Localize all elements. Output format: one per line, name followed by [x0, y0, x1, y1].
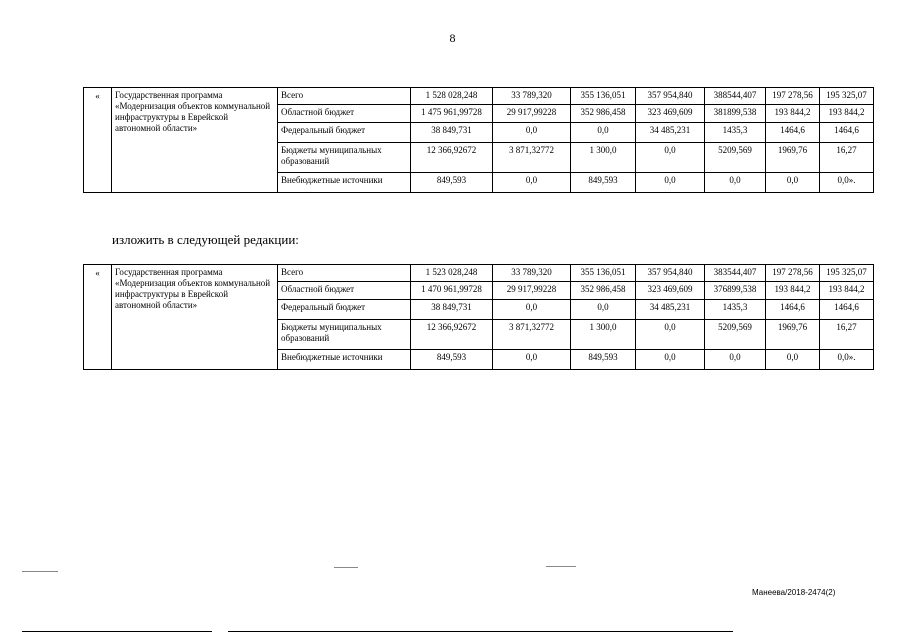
value-cell: 0,0: [766, 173, 820, 193]
value-cell: 0,0».: [820, 350, 874, 370]
value-cell: 1 470 961,99728: [411, 282, 493, 300]
funding-source-cell: Федеральный бюджет: [278, 300, 411, 320]
value-cell: 1464,6: [820, 123, 874, 143]
value-cell: 34 485,231: [636, 300, 705, 320]
funding-source-cell: Внебюджетные источники: [278, 350, 411, 370]
opening-quote: «: [84, 88, 112, 193]
value-cell: 849,593: [411, 350, 493, 370]
value-cell: 1464,6: [766, 123, 820, 143]
value-cell: 1 475 961,99728: [411, 105, 493, 123]
section-heading: изложить в следующей редакции:: [112, 232, 299, 247]
bottom-rule-left: [22, 631, 212, 632]
program-name-cell: Государственная программа «Модернизация объектов коммунальной инфраструктуры в Еврейской автономной области»: [112, 88, 278, 193]
budget-table-before: [83, 87, 874, 193]
scan-mark: [546, 566, 576, 567]
value-cell: 0,0: [493, 300, 571, 320]
value-cell: 0,0: [571, 123, 636, 143]
funding-source-cell: Областной бюджет: [278, 105, 411, 123]
value-cell: 1969,76: [766, 143, 820, 173]
value-cell: 381899,538: [705, 105, 766, 123]
value-cell: 0,0: [636, 143, 705, 173]
value-cell: 16,27: [820, 320, 874, 350]
value-cell: 193 844,2: [820, 105, 874, 123]
value-cell: 323 469,609: [636, 105, 705, 123]
value-cell: 1 300,0: [571, 143, 636, 173]
value-cell: 29 917,99228: [493, 282, 571, 300]
value-cell: 1464,6: [766, 300, 820, 320]
value-cell: 195 325,07: [820, 88, 874, 105]
value-cell: 0,0: [493, 123, 571, 143]
value-cell: 1969,76: [766, 320, 820, 350]
value-cell: 0,0: [571, 300, 636, 320]
value-cell: 0,0: [636, 320, 705, 350]
value-cell: 0,0: [493, 173, 571, 193]
value-cell: 34 485,231: [636, 123, 705, 143]
value-cell: 388544,407: [705, 88, 766, 105]
value-cell: 383544,407: [705, 265, 766, 282]
value-cell: 193 844,2: [766, 282, 820, 300]
scan-mark: [22, 571, 58, 572]
value-cell: 1 528 028,248: [411, 88, 493, 105]
value-cell: 0,0: [766, 350, 820, 370]
value-cell: 357 954,840: [636, 265, 705, 282]
value-cell: 1 523 028,248: [411, 265, 493, 282]
value-cell: 16,27: [820, 143, 874, 173]
value-cell: 352 986,458: [571, 105, 636, 123]
value-cell: 376899,538: [705, 282, 766, 300]
value-cell: 355 136,051: [571, 88, 636, 105]
value-cell: 193 844,2: [766, 105, 820, 123]
value-cell: 3 871,32772: [493, 143, 571, 173]
value-cell: 0,0».: [820, 173, 874, 193]
program-name-cell: Государственная программа «Модернизация объектов коммунальной инфраструктуры в Еврейской автономной области»: [112, 265, 278, 370]
value-cell: 355 136,051: [571, 265, 636, 282]
value-cell: 0,0: [636, 173, 705, 193]
table-row: [84, 265, 874, 282]
value-cell: 12 366,92672: [411, 143, 493, 173]
funding-source-cell: Внебюджетные источники: [278, 173, 411, 193]
funding-source-cell: Всего: [278, 265, 411, 282]
value-cell: 0,0: [636, 350, 705, 370]
value-cell: 1435,3: [705, 123, 766, 143]
page-number: 8: [449, 31, 456, 45]
value-cell: 33 789,320: [493, 265, 571, 282]
bottom-rule-right: [228, 631, 733, 632]
funding-source-cell: Всего: [278, 88, 411, 105]
value-cell: 1435,3: [705, 300, 766, 320]
opening-quote: «: [84, 265, 112, 370]
value-cell: 5209,569: [705, 320, 766, 350]
funding-source-cell: Областной бюджет: [278, 282, 411, 300]
funding-source-cell: Бюджеты муниципальных образований: [278, 143, 411, 173]
value-cell: 5209,569: [705, 143, 766, 173]
value-cell: 193 844,2: [820, 282, 874, 300]
value-cell: 0,0: [705, 350, 766, 370]
value-cell: 197 278,56: [766, 265, 820, 282]
value-cell: 849,593: [411, 173, 493, 193]
scan-mark: [334, 567, 358, 568]
value-cell: 352 986,458: [571, 282, 636, 300]
value-cell: 357 954,840: [636, 88, 705, 105]
value-cell: 195 325,07: [820, 265, 874, 282]
value-cell: 38 849,731: [411, 300, 493, 320]
value-cell: 849,593: [571, 173, 636, 193]
value-cell: 0,0: [705, 173, 766, 193]
value-cell: 33 789,320: [493, 88, 571, 105]
value-cell: 849,593: [571, 350, 636, 370]
value-cell: 12 366,92672: [411, 320, 493, 350]
value-cell: 197 278,56: [766, 88, 820, 105]
value-cell: 323 469,609: [636, 282, 705, 300]
document-code: Манеева/2018-2474(2): [752, 588, 836, 597]
funding-source-cell: Федеральный бюджет: [278, 123, 411, 143]
table-row: [84, 88, 874, 105]
value-cell: 29 917,99228: [493, 105, 571, 123]
value-cell: 0,0: [493, 350, 571, 370]
value-cell: 3 871,32772: [493, 320, 571, 350]
budget-table-after: [83, 264, 874, 370]
value-cell: 1 300,0: [571, 320, 636, 350]
value-cell: 1464,6: [820, 300, 874, 320]
value-cell: 38 849,731: [411, 123, 493, 143]
funding-source-cell: Бюджеты муниципальных образований: [278, 320, 411, 350]
